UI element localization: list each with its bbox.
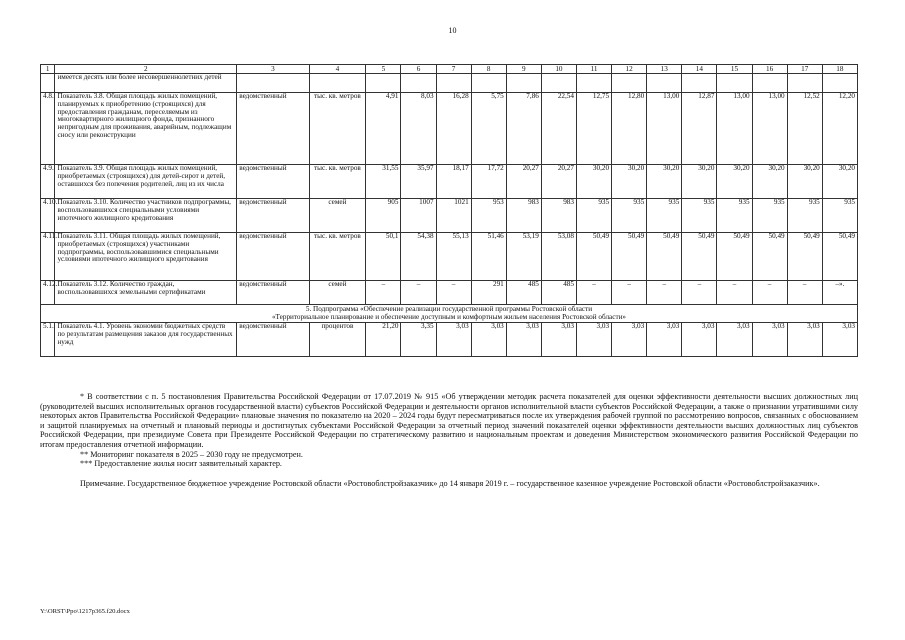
header-cell: 18 <box>822 65 857 74</box>
value-cell: 935 <box>787 199 822 233</box>
value-cell: 3,03 <box>752 323 787 357</box>
indicators-table <box>40 64 858 357</box>
value-cell: 935 <box>682 199 717 233</box>
value-cell: 3,03 <box>612 323 647 357</box>
value-cell: 935 <box>612 199 647 233</box>
table-body <box>41 65 858 357</box>
value-cell: 30,20 <box>717 165 752 199</box>
indicator-name: Показатель 3.10. Количество участников подпрограммы, воспользовавшихся специальными условиями ипотечного жилищного кредитования <box>55 199 237 233</box>
unit: тыс. кв. метров <box>309 165 366 199</box>
header-cell: 17 <box>787 65 822 74</box>
value-cell: 291 <box>471 281 506 305</box>
header-cell: 13 <box>647 65 682 74</box>
value-cell: 18,17 <box>436 165 471 199</box>
value-cell: 8,03 <box>401 93 436 165</box>
row-number: 4.10. <box>41 199 55 233</box>
table-row <box>41 165 858 199</box>
value-cell: 3,03 <box>647 323 682 357</box>
value-cell <box>787 74 822 93</box>
value-cell: 50,49 <box>787 233 822 281</box>
table-row <box>41 323 858 357</box>
value-cell: 485 <box>506 281 541 305</box>
value-cell <box>752 74 787 93</box>
value-cell <box>717 74 752 93</box>
value-cell <box>366 74 401 93</box>
value-cell: 22,54 <box>541 93 576 165</box>
value-cell: 4,91 <box>366 93 401 165</box>
header-cell: 14 <box>682 65 717 74</box>
value-cell: 50,1 <box>366 233 401 281</box>
value-cell: 13,00 <box>752 93 787 165</box>
value-cell: – <box>436 281 471 305</box>
value-cell: 16,28 <box>436 93 471 165</box>
value-cell: 13,00 <box>647 93 682 165</box>
header-cell: 5 <box>366 65 401 74</box>
data-source: ведомственный <box>237 323 309 357</box>
value-cell: 935 <box>576 199 611 233</box>
value-cell: – <box>401 281 436 305</box>
value-cell: 1021 <box>436 199 471 233</box>
value-cell: 12,87 <box>682 93 717 165</box>
footnotes <box>40 392 858 488</box>
value-cell: 953 <box>471 199 506 233</box>
value-cell: – <box>612 281 647 305</box>
row-number: 4.9. <box>41 165 55 199</box>
value-cell: 50,49 <box>682 233 717 281</box>
indicator-name: Показатель 3.9. Общая площадь жилых помещений, приобретаемых (строящихся) для детей-сирот и детей, оставшихся без попечения родителей, лиц из их числа <box>55 165 237 199</box>
value-cell <box>822 74 857 93</box>
value-cell: – <box>682 281 717 305</box>
unit: процентов <box>309 323 366 357</box>
section-title <box>41 305 858 323</box>
value-cell: 3,03 <box>506 323 541 357</box>
row-number: 4.8. <box>41 93 55 165</box>
value-cell: 54,38 <box>401 233 436 281</box>
unit: семей <box>309 199 366 233</box>
unit: семей <box>309 281 366 305</box>
value-cell: 3,03 <box>436 323 471 357</box>
table-row <box>41 74 858 93</box>
indicator-name: Показатель 3.11. Общая площадь жилых помещений, приобретаемых (строящихся) участниками подпрограммы, воспользовавшимися специальными условиями ипотечного жилищного кредитования <box>55 233 237 281</box>
value-cell: 3,03 <box>682 323 717 357</box>
value-cell: 35,97 <box>401 165 436 199</box>
value-cell <box>506 74 541 93</box>
value-cell: 55,13 <box>436 233 471 281</box>
data-source: ведомственный <box>237 93 309 165</box>
value-cell: – <box>366 281 401 305</box>
section-title-line1: 5. Подпрограмма «Обеспечение реализации государственной программы Ростовской области <box>305 305 593 313</box>
value-cell: – <box>787 281 822 305</box>
header-cell: 1 <box>41 65 55 74</box>
row-number: 5.1. <box>41 323 55 357</box>
header-cell: 16 <box>752 65 787 74</box>
value-cell: 30,20 <box>612 165 647 199</box>
value-cell: 50,49 <box>647 233 682 281</box>
value-cell: 17,72 <box>471 165 506 199</box>
data-source: ведомственный <box>237 233 309 281</box>
value-cell: – <box>647 281 682 305</box>
file-path: Y:\ORST\Ppo\1217p365.f20.docx <box>40 608 130 615</box>
header-cell: 15 <box>717 65 752 74</box>
header-cell: 11 <box>576 65 611 74</box>
value-cell <box>541 74 576 93</box>
value-cell: 935 <box>717 199 752 233</box>
section-row <box>41 305 858 323</box>
value-cell: 3,03 <box>717 323 752 357</box>
unit: тыс. кв. метров <box>309 233 366 281</box>
header-cell: 9 <box>506 65 541 74</box>
header-cell: 3 <box>237 65 309 74</box>
footnote-3: *** Предоставление жилья носит заявительный характер. <box>80 459 282 469</box>
value-cell <box>647 74 682 93</box>
value-cell: 3,03 <box>787 323 822 357</box>
page-number: 10 <box>448 26 457 35</box>
note-remark: Примечание. Государственное бюджетное учреждение Ростовской области «Ростовоблстройзаказчик» до 14 января 2019 г. – государственное казенное учреждение Ростовской области «Ростовоблстройзаказчик». <box>80 478 820 488</box>
value-cell: 3,03 <box>822 323 857 357</box>
table-row <box>41 281 858 305</box>
header-cell: 4 <box>309 65 366 74</box>
value-cell: 1007 <box>401 199 436 233</box>
value-cell <box>612 74 647 93</box>
value-cell: 5,75 <box>471 93 506 165</box>
value-cell: – <box>717 281 752 305</box>
value-cell: 3,03 <box>471 323 506 357</box>
data-source: ведомственный <box>237 281 309 305</box>
value-cell: 30,20 <box>822 165 857 199</box>
value-cell: 50,49 <box>612 233 647 281</box>
header-cell: 12 <box>612 65 647 74</box>
value-cell: 30,20 <box>752 165 787 199</box>
value-cell <box>436 74 471 93</box>
data-source: ведомственный <box>237 199 309 233</box>
footnote-2: ** Мониторинг показателя в 2025 – 2030 году не предусмотрен. <box>80 449 303 459</box>
value-cell: 50,49 <box>822 233 857 281</box>
value-cell: 3,03 <box>576 323 611 357</box>
value-cell: – <box>576 281 611 305</box>
value-cell: 50,49 <box>576 233 611 281</box>
unit <box>309 74 366 93</box>
value-cell: 13,00 <box>717 93 752 165</box>
row-number: 4.11. <box>41 233 55 281</box>
value-cell: 30,20 <box>576 165 611 199</box>
header-cell: 2 <box>55 65 237 74</box>
value-cell: 905 <box>366 199 401 233</box>
value-cell: 30,20 <box>787 165 822 199</box>
indicator-name: Показатель 4.1. Уровень экономии бюджетных средств по результатам размещения заказов для государственных нужд <box>55 323 237 357</box>
value-cell: 935 <box>822 199 857 233</box>
value-cell <box>401 74 436 93</box>
value-cell: 3,03 <box>541 323 576 357</box>
value-cell: 7,86 <box>506 93 541 165</box>
value-cell: – <box>752 281 787 305</box>
header-cell: 8 <box>471 65 506 74</box>
value-cell <box>576 74 611 93</box>
row-number: 4.12. <box>41 281 55 305</box>
row-number <box>41 74 55 93</box>
value-cell: 31,55 <box>366 165 401 199</box>
value-cell: 50,49 <box>717 233 752 281</box>
indicator-name: Показатель 3.8. Общая площадь жилых помещений, планируемых к приобретению (строящихся) для предоставления гражданам, переселяемым из многоквартирного жилищного фонда, признанного непригодным для проживания, аварийным, подлежащим сносу или реконструкции <box>55 93 237 165</box>
indicator-name: имеется десять или более несовершеннолетних детей <box>55 74 237 93</box>
data-source <box>237 74 309 93</box>
value-cell: 53,08 <box>541 233 576 281</box>
unit: тыс. кв. метров <box>309 93 366 165</box>
data-source: ведомственный <box>237 165 309 199</box>
value-cell: 53,19 <box>506 233 541 281</box>
value-cell: 20,27 <box>506 165 541 199</box>
value-cell: 12,75 <box>576 93 611 165</box>
table-row <box>41 233 858 281</box>
value-cell: 30,20 <box>682 165 717 199</box>
header-cell: 7 <box>436 65 471 74</box>
value-cell <box>471 74 506 93</box>
value-cell: 12,20 <box>822 93 857 165</box>
value-cell: 485 <box>541 281 576 305</box>
value-cell: 983 <box>506 199 541 233</box>
value-cell: 30,20 <box>647 165 682 199</box>
value-cell: 12,52 <box>787 93 822 165</box>
table-row <box>41 93 858 165</box>
value-cell: 51,46 <box>471 233 506 281</box>
value-cell: 12,80 <box>612 93 647 165</box>
value-cell: 21,20 <box>366 323 401 357</box>
value-cell: 935 <box>647 199 682 233</box>
value-cell: 983 <box>541 199 576 233</box>
value-cell: 935 <box>752 199 787 233</box>
value-cell: 50,49 <box>752 233 787 281</box>
value-cell: 20,27 <box>541 165 576 199</box>
header-cell: 10 <box>541 65 576 74</box>
table-row <box>41 199 858 233</box>
value-cell <box>682 74 717 93</box>
indicator-name: Показатель 3.12. Количество граждан, воспользовавшихся земельными сертификатами <box>55 281 237 305</box>
value-cell: –». <box>822 281 857 305</box>
value-cell: 3,35 <box>401 323 436 357</box>
section-title-line2: «Территориальное планирование и обеспечение доступным и комфортным жильем населения Ростовской области» <box>271 313 627 321</box>
footnote-1: * В соответствии с п. 5 постановления Правительства Российской Федерации от 17.07.2019 № 915 «Об утверждении методик расчета показателей для оценки эффективности деятельности высших должностных лиц (руководителей высших исполнительных органов государственной власти) субъектов Российской Федерации и деятельности органов исполнительной власти субъектов Российской Федерации, а также о признании утратившими силу некоторых актов Правительства Российской Федерации» плановые значения по показателю на 2020 – 2024 годы будут пересматриваться после их утверждения рабочей группой по рассмотрению вопросов, связанных с обоснованием и защитой планируемых на отчетный и плановый периоды и достигнутых субъектами Российской Федерации за отчетный период значений показателей оценки эффективности деятельности высших должностных лиц субъектов Российской Федерации, при президиуме Совета при Президенте Российской Федерации по стратегическому развитию и национальным проектам и доведения Министерством экономического развития Российской Федерации по итогам предоставления отчетной информации. <box>40 392 858 449</box>
header-cell: 6 <box>401 65 436 74</box>
